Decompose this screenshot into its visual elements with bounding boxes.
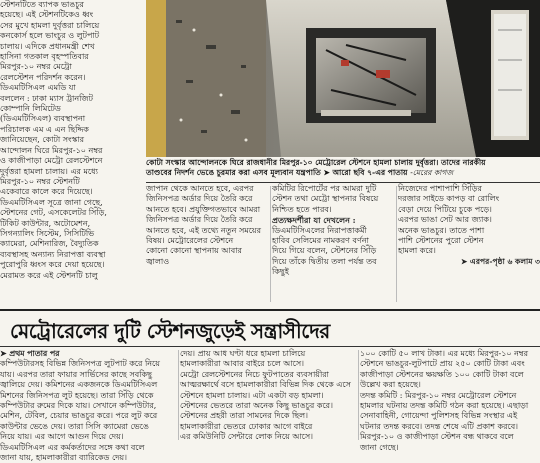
article-top-left-column: স্টেশনটিতে ব্যাপক ভাঙচুর হয়েছে। এই স্টেশনটিকেও ধ্বং সের মুখে হামলা দুর্বৃত্তরা চালিয়ে কনকোর্স হলে ভাংচুর ও লুটপাট চালায়। এদিকে প্রধানমন্ত্রী শেখ হাসিনা গতকাল বৃহস্পতিবার মিরপুর-১০ নম্বর মেট্রো রেলস্টেশন পরিদর্শন করেন। ডিএমটিসিএল এমডি যা বললেন : ঢাকা ম্যাস ট্রানজিট কোম্পানি লিমিটেড (ডিএমটিসিএল) ব্যবস্থাপনা পরিচালক এম এ এন ছিদ্দিক জানিয়েছেন, কোটা সংস্কার আন্দোলন ঘিরে মিরপুর-১০ নম্বর ও কাজীপাড়া মেট্রো রেলস্টেশনে দুর্বৃত্তরা হামলা চালায়। এর মধ্যে মিরপুর-১০ নম্বর স্টেশনটি একেবারে কালে করে দিয়েছে। ডিএমটিসিএল সূত্রে জানা গেছে, স্টেশনের গেট, এসকেলেটর সিঁড়ি, টিকিট কাউন্টার, অটোমেশন, সিগন্যালিং সিস্টেম, সিসিটিভি ক্যামেরা, মেশিনারিজ, বৈদ্যুতিক ব্যবস্থাসহ অন্যান্য নিরাপত্তা ব্যবস্থা পুরোপুরি ধ্বংস করে দেয়া হয়েছে। মেরামত করে এই স্টেশনটি চালু bbox=[0, 0, 107, 280]
headline-underline bbox=[0, 346, 540, 347]
column-c-text: কমিটির রিপোর্টের পর আমরা দুটি স্টেশন তথা মেট্রো স্থাপনার বিষয়ে নিশ্চিত হতে পারব। bbox=[272, 184, 379, 214]
photo-illustration bbox=[146, 0, 540, 157]
lower-left-text: কম্পিউটারসহ বিভিন্ন জিনিসপত্র লুটপাট করে নিয়ে যায়। এরপর তারা ফায়ার সার্ভিসের কাছে সবকিছু জ্বালিয়ে দেয়। কমিশনের একজনকে ডিএমটিসিএল মিশনের জিনিসপত্র লুট হয়েছে। তারা সিঁড়ি থেকে কম্পিউটার রুমের দিকে যায়। সেখানে কম্পিউটার, মেশিন, টেবিল, চেয়ার ভাঙচুর করে। পরে লুট করে কাউন্টার ভেঙে দেয়। তারা সিসি ক্যামেরা ভেঙে নিয়ে যায়। এর আগে আগুন দিয়ে দেয়। ডিএমটিসিএল এর কর্মকর্তাদের সঙ্গে কথা বলে জানা যায়, হামলাকারীরা ব্যারিকেড দেয়। bbox=[0, 359, 160, 463]
headline: মেট্রোরেলের দুটি স্টেশনজুড়েই সন্ত্রাসীদের bbox=[10, 319, 330, 343]
continued-reference: ➤ এরপর-পৃষ্ঠা ৬ কলাম ৩ bbox=[461, 256, 540, 266]
photo-caption bbox=[146, 158, 540, 182]
caption-text: কোটা সংস্কার আন্দোলনকে ঘিরে রাজধানীর মিরপুর-১০ মেট্রোরেল স্টেশনে হামলা চালায় দুর্বৃত্তরা। তাদের নারকীয় তাণ্ডবের নিদর্শন ভেঙে চুরমার করা এসব মূল্যবান যন্ত্রপাতি ➤ আরো ছবি ৭-এর পাতায় bbox=[146, 158, 486, 177]
column-d-text: নিজেদের পাশাপাশি সিঁড়ির দরজার সাইডে কাপড় বা রোলিং বেড়া দেয়ে পিটিয়ে চুকে পড়ে। এরপর ভাঙা সেট আর জ্যাক। অনেক ভাঙচুর। তাতে পাশা পাশি স্টেশনের পুরো স্টেশন হামলা করে। bbox=[398, 184, 500, 256]
column-c-subhead: প্রত্যক্ষদর্শীরা যা দেখলেন : bbox=[272, 215, 356, 226]
column-divider bbox=[396, 186, 397, 302]
column-divider bbox=[358, 350, 359, 440]
column-divider bbox=[178, 350, 179, 440]
lower-article-left bbox=[0, 349, 176, 463]
caption-credit: -মেরের কাগজ bbox=[410, 168, 454, 177]
article-column-c bbox=[272, 184, 394, 304]
news-photo bbox=[146, 0, 540, 157]
caption-divider bbox=[146, 182, 540, 183]
column-c-after: ডিএমটিসিএলের নিরাপত্তাকর্মী হাবিব সেলিমের নামকরণ বর্ণনা দিয়ে গিয়ে বলেন, স্টেশনের সিঁড়ি দিয়ে তাঁকে দ্বিতীয় তলা পর্যন্ত তব কিছুই bbox=[272, 225, 377, 277]
lower-article-right: ১০০ কোটি ৫০ লাখ টাকা। এর মধ্যে মিরপুর-১০ নম্বর স্টেশনে ভাঙচুর-লুটপাটে প্রায় ২৫০ কোটি টাকা এবং কাজীপাড়া স্টেশনের ক্ষয়ক্ষতি ১০০ কোটি টাকা বলে উল্লেখ করা হয়েছে। তদন্ত কমিটি : মিরপুর-১০ নম্বর মেট্রোরেল স্টেশনে হামলার ঘটনায় তদন্ত কমিটি গঠন করা হয়েছে। এছাড়া সেনাবাহিনী, গোয়েন্দা পুলিশসহ বিভিন্ন সংস্থার এই ঘটনার তদন্ত করবে। তদন্ত শেষে এটি প্রকাশ করবে। মিরপুর-১০ ও কাজীপাড়া স্টেশন বন্ধ থাকবে বলে জানা গেছে। bbox=[360, 349, 529, 452]
article-column-b: জাপান থেকে আনতে হবে, এরপর জিনিসপত্র অর্ডার দিয়ে তৈরি করে আনতে হবে। প্রযুক্তিগতভাবে আমরা জিনিসপত্র অর্ডার দিয়ে তৈরি করে আনতে হবে, এই তথ্যে নতুন সময়ের বিষয়। মেট্রোরেলের স্টেশনে কোনো কোনো স্থাপনায় আবার জ্বালাও bbox=[146, 184, 262, 266]
column-divider bbox=[270, 186, 271, 302]
continued-from-label: ➤ প্রথম পাতার পর bbox=[0, 349, 60, 358]
lower-article-middle: দেয়। প্রায় আধ ঘণ্টা ধরে হামলা চালিয়ে হামলাকারীরা আবার বাইরে চলে আসে। মেট্রো রেলস্টেশনের নিচে ফুটপাতের ব্যবসায়ীরা আত্মরক্ষার্থে বসে হামলাকারীরা বিভিন্ন দিক থেকে এসে স্টেশনে হামলা চালায়। এটা একটা বড় হামলা। স্টেশনের ভেতরে তারা অনেক কিছু ভাঙচুর করে। স্টেশনের প্রহরী তারা সামনের দিকে ছিল। হামলাকারীরা ভেতরে ঢোকার আগে বাইরে এর কমিউনিটি সেন্টারে লোক নিয়ে আসে। bbox=[180, 349, 351, 442]
article-column-d bbox=[398, 184, 540, 304]
section-divider bbox=[0, 309, 540, 311]
